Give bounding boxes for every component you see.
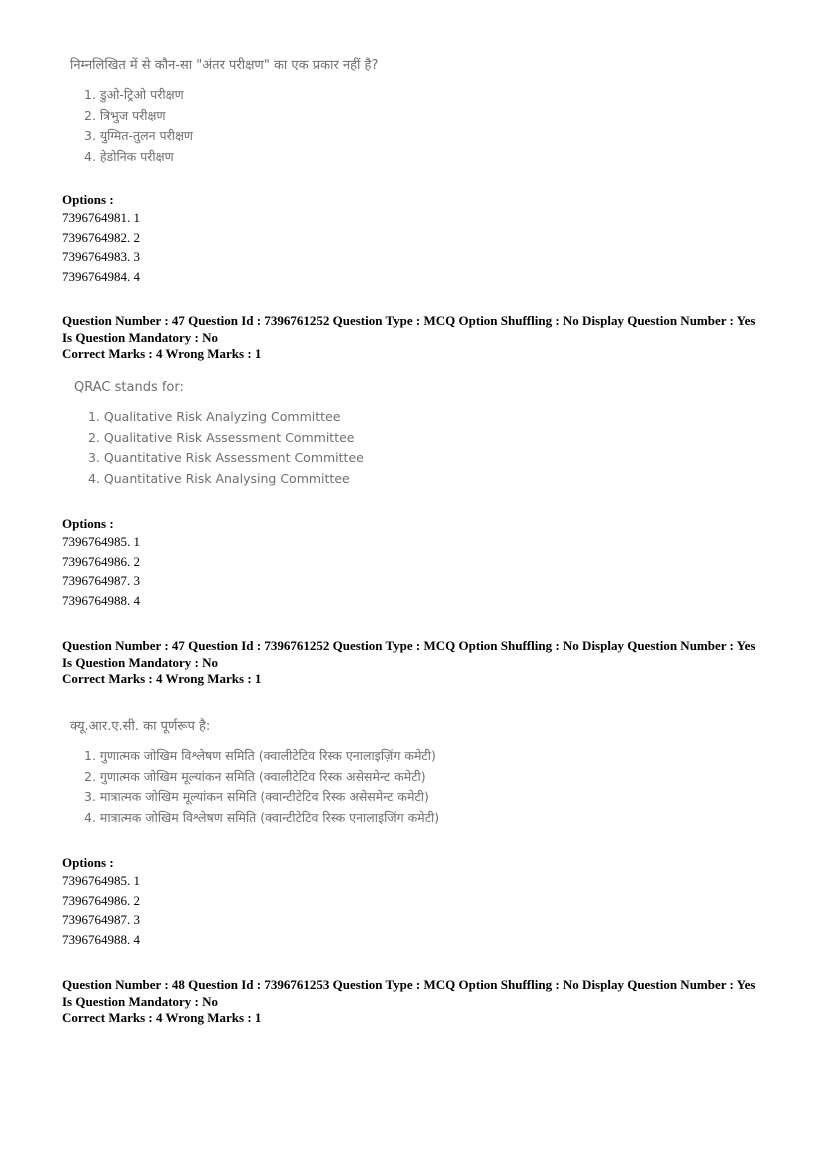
options-title: Options : bbox=[62, 192, 114, 207]
options-title: Options : bbox=[62, 855, 114, 870]
option-item: 7396764988. 4 bbox=[62, 931, 140, 947]
choice-item: 2. Qualitative Risk Assessment Committee bbox=[88, 429, 355, 445]
option-item: 7396764985. 1 bbox=[62, 873, 140, 888]
choice-item: 3. Quantitative Risk Assessment Committee bbox=[88, 450, 364, 465]
choice-list bbox=[70, 85, 378, 167]
question-meta bbox=[62, 638, 755, 688]
choice-item: 2. गुणात्मक जोखिम मूल्यांकन समिति (क्वालीटेटिव रिस्क असेसमेन्ट कमेटी) bbox=[84, 768, 426, 784]
marks-line: Correct Marks : 4 Wrong Marks : 1 bbox=[62, 346, 262, 361]
choice-item: 1. गुणात्मक जोखिम विश्लेषण समिति (क्वालीटेटिव रिस्क एनालाइज़िंग कमेटी) bbox=[84, 748, 436, 763]
option-item: 7396764981. 1 bbox=[62, 210, 140, 225]
choice-item: 1. डुओ-ट्रिओ परीक्षण bbox=[84, 87, 184, 102]
option-item: 7396764987. 3 bbox=[62, 573, 140, 588]
choice-item: 3. मात्रात्मक जोखिम मूल्यांकन समिति (क्वान्टीटेटिव रिस्क असेसमेन्ट कमेटी) bbox=[84, 789, 429, 804]
marks-line: Correct Marks : 4 Wrong Marks : 1 bbox=[62, 1010, 262, 1025]
question-info-line: Question Number : 47 Question Id : 7396761252 Question Type : MCQ Option Shuffling : No Display Question Number : Yes bbox=[62, 638, 756, 653]
options-block bbox=[62, 192, 140, 286]
mandatory-line: Is Question Mandatory : No bbox=[62, 329, 219, 345]
choice-list bbox=[74, 407, 364, 489]
option-item: 7396764983. 3 bbox=[62, 249, 140, 264]
mandatory-line: Is Question Mandatory : No bbox=[62, 654, 219, 670]
option-item: 7396764984. 4 bbox=[62, 268, 140, 284]
question-image-46 bbox=[70, 55, 378, 167]
question-meta bbox=[62, 313, 755, 363]
option-item: 7396764986. 2 bbox=[62, 553, 140, 569]
question-image-47-en bbox=[74, 380, 364, 489]
choice-item: 3. युग्मित-तुलन परीक्षण bbox=[84, 128, 193, 143]
choice-item: 4. हेडोनिक परीक्षण bbox=[84, 148, 174, 164]
question-image-47-hi bbox=[70, 716, 439, 828]
choice-item: 1. Qualitative Risk Analyzing Committee bbox=[88, 409, 341, 424]
question-stem: निम्नलिखित में से कौन-सा "अंतर परीक्षण" का एक प्रकार नहीं है? bbox=[70, 58, 379, 73]
choice-item: 4. Quantitative Risk Analysing Committee bbox=[88, 470, 350, 486]
mandatory-line: Is Question Mandatory : No bbox=[62, 993, 219, 1009]
question-meta bbox=[62, 977, 755, 1027]
choice-item: 2. त्रिभुज परीक्षण bbox=[84, 107, 166, 123]
question-info-line: Question Number : 48 Question Id : 7396761253 Question Type : MCQ Option Shuffling : No Display Question Number : Yes bbox=[62, 977, 756, 992]
options-title: Options : bbox=[62, 516, 114, 531]
question-info-line: Question Number : 47 Question Id : 7396761252 Question Type : MCQ Option Shuffling : No Display Question Number : Yes bbox=[62, 313, 756, 328]
marks-line: Correct Marks : 4 Wrong Marks : 1 bbox=[62, 671, 262, 686]
option-item: 7396764985. 1 bbox=[62, 534, 140, 549]
option-item: 7396764982. 2 bbox=[62, 229, 140, 245]
question-stem: क्यू.आर.ए.सी. का पूर्णरूप है: bbox=[70, 719, 211, 734]
option-item: 7396764988. 4 bbox=[62, 592, 140, 608]
option-item: 7396764986. 2 bbox=[62, 892, 140, 908]
option-item: 7396764987. 3 bbox=[62, 912, 140, 927]
question-stem: QRAC stands for: bbox=[74, 380, 184, 395]
options-block bbox=[62, 516, 140, 610]
choice-list bbox=[70, 746, 439, 828]
choice-item: 4. मात्रात्मक जोखिम विश्लेषण समिति (क्वान्टीटेटिव रिस्क एनालाइजिंग कमेटी) bbox=[84, 809, 440, 825]
options-block bbox=[62, 855, 140, 949]
